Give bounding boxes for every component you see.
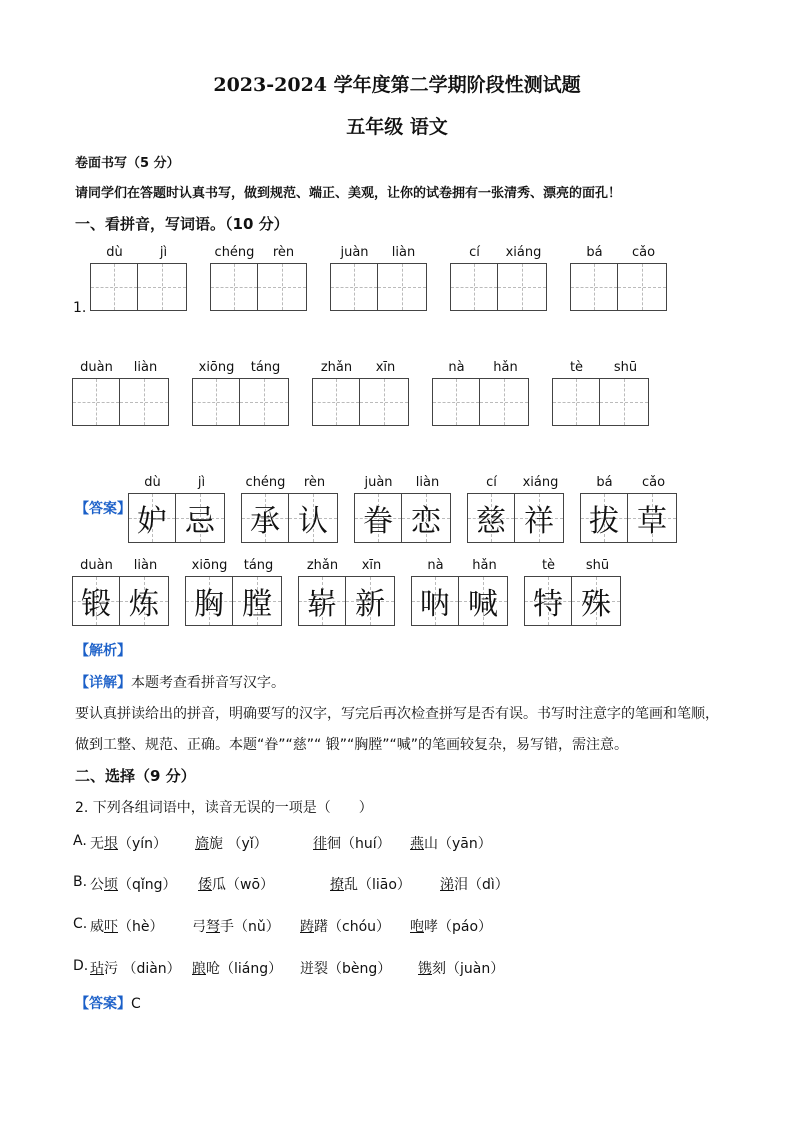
tian-cell [176,493,225,543]
writing-boxes [72,576,170,626]
word-rest: 乱（liāo） [344,877,411,893]
tian-cell [459,576,508,626]
writing-boxes [354,493,452,543]
pinyin-2: hǎn [493,360,518,375]
option-word [192,958,282,978]
option-letter: B. [73,874,88,890]
underlined-char: 旖 [195,836,209,852]
writing-boxes [411,576,509,626]
tian-cell[interactable] [120,378,169,426]
tian-cell[interactable] [480,378,529,426]
word-prefix: 弓 [192,919,206,935]
pinyin-2: rèn [303,475,326,490]
writing-boxes [552,378,650,426]
option-word [90,833,167,853]
pinyin-1: bá [596,475,613,490]
question-number: 1. [73,300,87,316]
tian-cell [120,576,169,626]
tian-cell[interactable] [258,263,307,311]
pinyin-1: tè [541,558,556,573]
pinyin-2: xiáng [522,475,559,490]
pinyin-2: jì [197,475,206,490]
word-rest: （qǐng） [118,877,177,893]
word-rest: 刻（juàn） [432,961,505,977]
tian-cell[interactable] [618,263,667,311]
option-word [330,874,411,894]
underlined-char: 涕 [440,877,454,893]
option-b[interactable] [73,874,673,894]
option-word [410,916,492,936]
handwriting-label: 卷面书写（5 分） [75,156,180,171]
detail-text: 本题考查看拼音写汉字。 [131,675,285,691]
underlined-char: 踉 [192,961,206,977]
writing-boxes [90,263,188,311]
underlined-char: 垠 [104,836,118,852]
word-prefix: 迸 [300,961,314,977]
pinyin-2: xiáng [505,245,542,260]
option-word [313,833,391,853]
pinyin-1: juàn [340,245,369,260]
answer-2 [75,993,141,1013]
writing-boxes [192,378,290,426]
option-word [90,958,181,978]
word-rest: 徊（huí） [327,836,391,852]
pinyin-2: rèn [272,245,295,260]
pinyin-2: jì [159,245,168,260]
tian-cell [572,576,621,626]
question-2: 2. 下列各组词语中，读音无误的一项是（ ） [75,800,373,816]
tian-cell[interactable] [570,263,618,311]
section2-heading: 二、选择（9 分） [75,767,196,785]
section1-heading: 一、看拼音，写词语。（10 分） [75,215,289,233]
answer-char: 炼 [129,587,159,622]
analysis-para-2: 做到工整、规范、正确。本题“眷”“慈”“ 锻”“胸膛”“喊”的笔画较复杂，易写错，需注意。 [75,737,628,753]
pinyin-1: xiōng [198,360,235,375]
tian-cell [515,493,564,543]
underlined-char: 玷 [90,961,104,977]
writing-boxes [185,576,283,626]
tian-cell [628,493,677,543]
pinyin-1: nà [427,558,444,573]
word-prefix: 威 [90,919,104,935]
option-letter: C. [73,916,88,932]
writing-boxes [432,378,530,426]
word-prefix: 无 [90,836,104,852]
answer-char: 认 [298,504,328,539]
tian-cell[interactable] [378,263,427,311]
answer-char: 祥 [524,504,554,539]
tian-cell [346,576,395,626]
pinyin-1: dù [106,245,123,260]
pinyin-2: shū [613,360,638,375]
writing-boxes [210,263,308,311]
writing-boxes [467,493,565,543]
option-c[interactable] [73,916,673,936]
pinyin-1: dù [144,475,161,490]
pinyin-1: zhǎn [306,558,339,573]
option-word [300,958,391,978]
writing-boxes [298,576,396,626]
tian-cell [233,576,282,626]
pinyin-1: cí [486,475,497,490]
option-a[interactable] [73,833,673,853]
pinyin-2: cǎo [631,245,656,260]
analysis-detail [75,672,285,692]
option-word [90,874,177,894]
option-word [90,916,164,936]
tian-cell [72,576,120,626]
pinyin-2: hǎn [472,558,497,573]
writing-boxes [524,576,622,626]
underlined-char: 徘 [313,836,327,852]
pinyin-1: duàn [80,360,113,375]
tian-cell[interactable] [552,378,600,426]
answer-char: 拔 [589,504,619,539]
underlined-char: 咆 [410,919,424,935]
pinyin-2: xīn [361,558,382,573]
word-rest: 污 （diàn） [104,961,181,977]
answer-char: 新 [355,587,385,622]
tian-cell[interactable] [192,378,240,426]
option-word [192,916,280,936]
tian-cell[interactable] [90,263,138,311]
pinyin-1: cí [469,245,480,260]
tian-cell[interactable] [330,263,378,311]
pinyin-1: duàn [80,558,113,573]
answer-char: 眷 [363,504,393,539]
tian-cell[interactable] [432,378,480,426]
word-rest: 泪（dì） [454,877,509,893]
tian-cell [524,576,572,626]
word-rest: 躇（chóu） [314,919,391,935]
answer-char: 慈 [476,504,506,539]
word-rest: （yín） [118,836,168,852]
answer-char: 忌 [185,504,215,539]
option-word [300,916,390,936]
writing-boxes [241,493,339,543]
answer-char: 锻 [81,587,111,622]
underlined-char: 顷 [104,877,118,893]
tian-cell [289,493,338,543]
tian-cell[interactable] [312,378,360,426]
answer-char: 妒 [137,504,167,539]
tian-cell [185,576,233,626]
writing-boxes [128,493,226,543]
pinyin-2: táng [250,360,281,375]
option-letter: D. [73,958,89,974]
writing-boxes [570,263,668,311]
answer-char: 胸 [194,587,224,622]
option-word [195,833,268,853]
answer-label: 【答案】 [75,501,131,517]
pinyin-2: liàn [133,558,158,573]
word-rest: 瓜（wō） [212,877,275,893]
option-word [418,958,504,978]
answer-2-value: C [131,996,141,1012]
underlined-char: 弩 [206,919,220,935]
underlined-char: 吓 [104,919,118,935]
tian-cell [298,576,346,626]
tian-cell[interactable] [72,378,120,426]
word-rest: 呛（liáng） [206,961,283,977]
underlined-char: 倭 [198,877,212,893]
underlined-char: 燕 [410,836,424,852]
writing-boxes [312,378,410,426]
word-rest: 旎 （yǐ） [209,836,268,852]
answer-char: 膛 [242,587,272,622]
word-rest: 裂（bèng） [314,961,392,977]
option-word [198,874,274,894]
pinyin-2: liàn [133,360,158,375]
answer-char: 承 [250,504,280,539]
answer-char: 崭 [307,587,337,622]
option-letter: A. [73,833,87,849]
pinyin-1: xiōng [191,558,228,573]
tian-cell [402,493,451,543]
answer-2-label: 【答案】 [75,996,131,1012]
handwriting-instruction: 请同学们在答题时认真书写，做到规范、端正、美观，让你的试卷拥有一张清秀、漂亮的面孔！ [75,186,622,201]
pinyin-1: tè [569,360,584,375]
pinyin-2: xīn [375,360,396,375]
pinyin-2: liàn [415,475,440,490]
underlined-char: 镌 [418,961,432,977]
word-prefix: 公 [90,877,104,893]
tian-cell [411,576,459,626]
analysis-para-1: 要认真拼读给出的拼音，明确要写的汉字，写完后再次检查拼写是否有误。书写时注意字的笔画和笔顺， [75,706,719,722]
writing-boxes [450,263,548,311]
word-rest: 哮（páo） [424,919,493,935]
pinyin-1: bá [586,245,603,260]
pinyin-1: chéng [214,245,255,260]
pinyin-1: juàn [364,475,393,490]
word-rest: 山（yān） [424,836,492,852]
option-word [440,874,509,894]
pinyin-1: nà [448,360,465,375]
pinyin-2: táng [243,558,274,573]
answer-char: 特 [533,587,563,622]
writing-boxes [330,263,428,311]
word-rest: 手（nǔ） [220,919,280,935]
option-word [410,833,492,853]
page-subtitle: 五年级 语文 [346,116,448,138]
writing-boxes [580,493,678,543]
tian-cell [241,493,289,543]
tian-cell[interactable] [450,263,498,311]
answer-char: 殊 [581,587,611,622]
pinyin-2: shū [585,558,610,573]
analysis-label: 【解析】 [75,643,131,659]
tian-cell[interactable] [210,263,258,311]
tian-cell[interactable] [600,378,649,426]
tian-cell [467,493,515,543]
underlined-char: 撩 [330,877,344,893]
answer-char: 呐 [420,587,450,622]
tian-cell[interactable] [240,378,289,426]
tian-cell [354,493,402,543]
writing-boxes [72,378,170,426]
underlined-char: 踌 [300,919,314,935]
tian-cell[interactable] [498,263,547,311]
answer-char: 草 [637,504,667,539]
answer-char: 喊 [468,587,498,622]
pinyin-2: cǎo [641,475,666,490]
pinyin-1: chéng [245,475,286,490]
tian-cell[interactable] [360,378,409,426]
detail-label: 【详解】 [75,675,131,691]
option-d[interactable] [73,958,673,978]
pinyin-2: liàn [391,245,416,260]
tian-cell[interactable] [138,263,187,311]
page-title: 2023-2024 学年度第二学期阶段性测试题 [213,74,581,96]
answer-char: 恋 [411,504,441,539]
word-rest: （hè） [118,919,164,935]
tian-cell [580,493,628,543]
pinyin-1: zhǎn [320,360,353,375]
tian-cell [128,493,176,543]
